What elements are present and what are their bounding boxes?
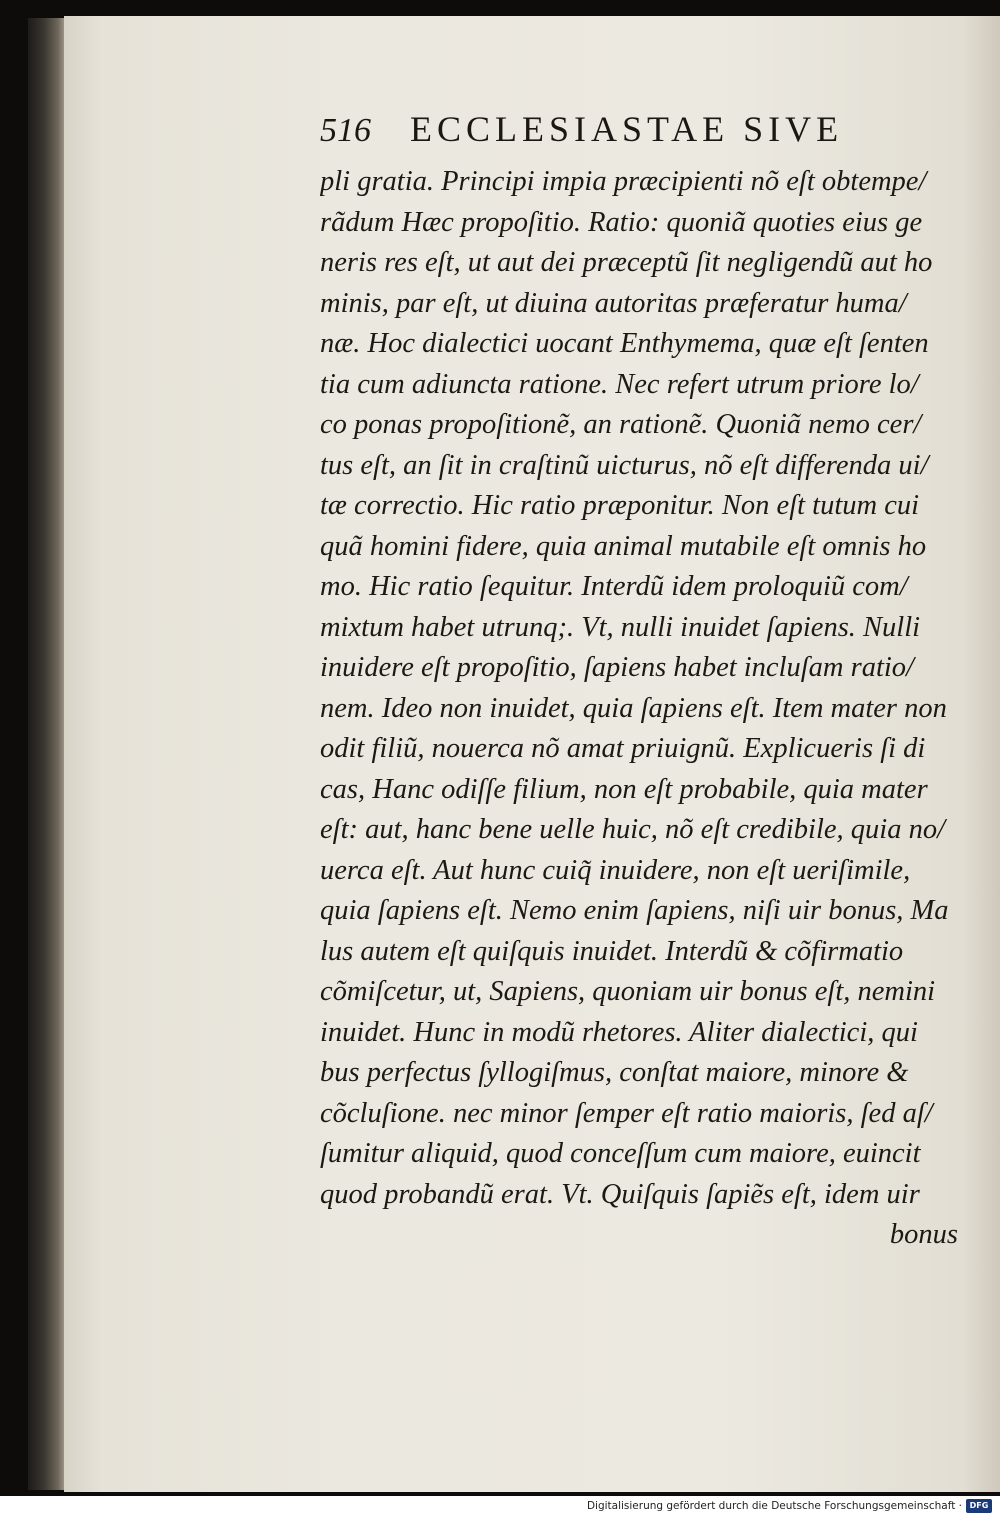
funding-credit: Digitalisierung gefördert durch die Deutsche Forschungsgemeinschaft ·	[586, 1500, 962, 1512]
text-line: mo. Hic ratio ſequitur. Interdũ idem proloquiũ com/	[320, 571, 908, 602]
text-line: eſt: aut, hanc bene uelle huic, nõ eſt credibile, quia no/	[320, 814, 945, 845]
text-line: inuidet. Hunc in modũ rhetores. Aliter dialectici, qui	[320, 1016, 918, 1048]
text-line: næ. Hoc dialectici uocant Enthymema, quæ eſt ſenten	[320, 328, 929, 359]
dfg-logo-icon: DFG	[966, 1499, 992, 1513]
text-line: tia cum adiuncta ratione. Nec refert utrum priore lo/	[320, 368, 919, 400]
page-header	[320, 108, 960, 158]
text-line: tæ correctio. Hic ratio præponitur. Non eſt tutum cui	[320, 490, 920, 521]
running-head: ECCLESIASTAE SIVE	[410, 109, 844, 149]
text-line: cõmiſcetur, ut, Sapiens, quoniam uir bonus eſt, nemini	[320, 976, 936, 1007]
text-block	[320, 162, 970, 1256]
text-line: tus eſt, an ſit in craſtinũ uicturus, nõ eſt differenda ui/	[320, 449, 929, 481]
text-line: minis, par eſt, ut diuina autoritas præferatur huma/	[320, 287, 907, 319]
page-gutter-shadow	[28, 18, 68, 1490]
page-number: 516	[320, 112, 371, 149]
text-line: bus perfectus ſyllogiſmus, conſtat maiore, minore &	[320, 1057, 909, 1088]
text-line: quod probandũ erat. Vt. Quiſquis ſapiẽs eſt, idem uir	[320, 1178, 920, 1210]
catchword: bonus	[889, 1219, 958, 1250]
text-line: neris res eſt, ut aut dei præceptũ ſit negligendũ aut ho	[320, 247, 933, 278]
text-line: nem. Ideo non inuidet, quia ſapiens eſt. Item mater non	[320, 692, 947, 724]
text-line: co ponas propoſitionẽ, an rationẽ. Quoniã nemo cer/	[320, 409, 922, 440]
text-line: cõcluſione. nec minor ſemper eſt ratio maioris, ſed aſ/	[320, 1097, 933, 1129]
text-line: cas, Hanc odiſſe filium, non eſt probabile, quia mater	[320, 773, 928, 805]
text-line: quia ſapiens eſt. Nemo enim ſapiens, niſi uir bonus, Ma	[320, 895, 949, 926]
text-line: inuidere eſt propoſitio, ſapiens habet incluſam ratio/	[320, 652, 914, 683]
text-line: rãdum Hæc propoſitio. Ratio: quoniã quoties eius ge	[320, 206, 923, 238]
text-line: uerca eſt. Aut hunc cuiq̃ inuidere, non eſt ueriſimile,	[320, 854, 911, 886]
footer-bar	[0, 1496, 1000, 1518]
text-line: ſumitur aliquid, quod conceſſum cum maiore, euincit	[320, 1138, 921, 1169]
text-line: pli gratia. Principi impia præcipienti nõ eſt obtempe/	[320, 166, 927, 197]
text-line: odit filiũ, nouerca nõ amat priuignũ. Explicueris ſi di	[320, 733, 926, 764]
text-line: mixtum habet utrunq;. Vt, nulli inuidet ſapiens. Nulli	[320, 611, 921, 643]
text-line: lus autem eſt quiſquis inuidet. Interdũ & cõfirmatio	[320, 935, 904, 967]
text-line: quã homini fidere, quia animal mutabile eſt omnis ho	[320, 530, 927, 562]
